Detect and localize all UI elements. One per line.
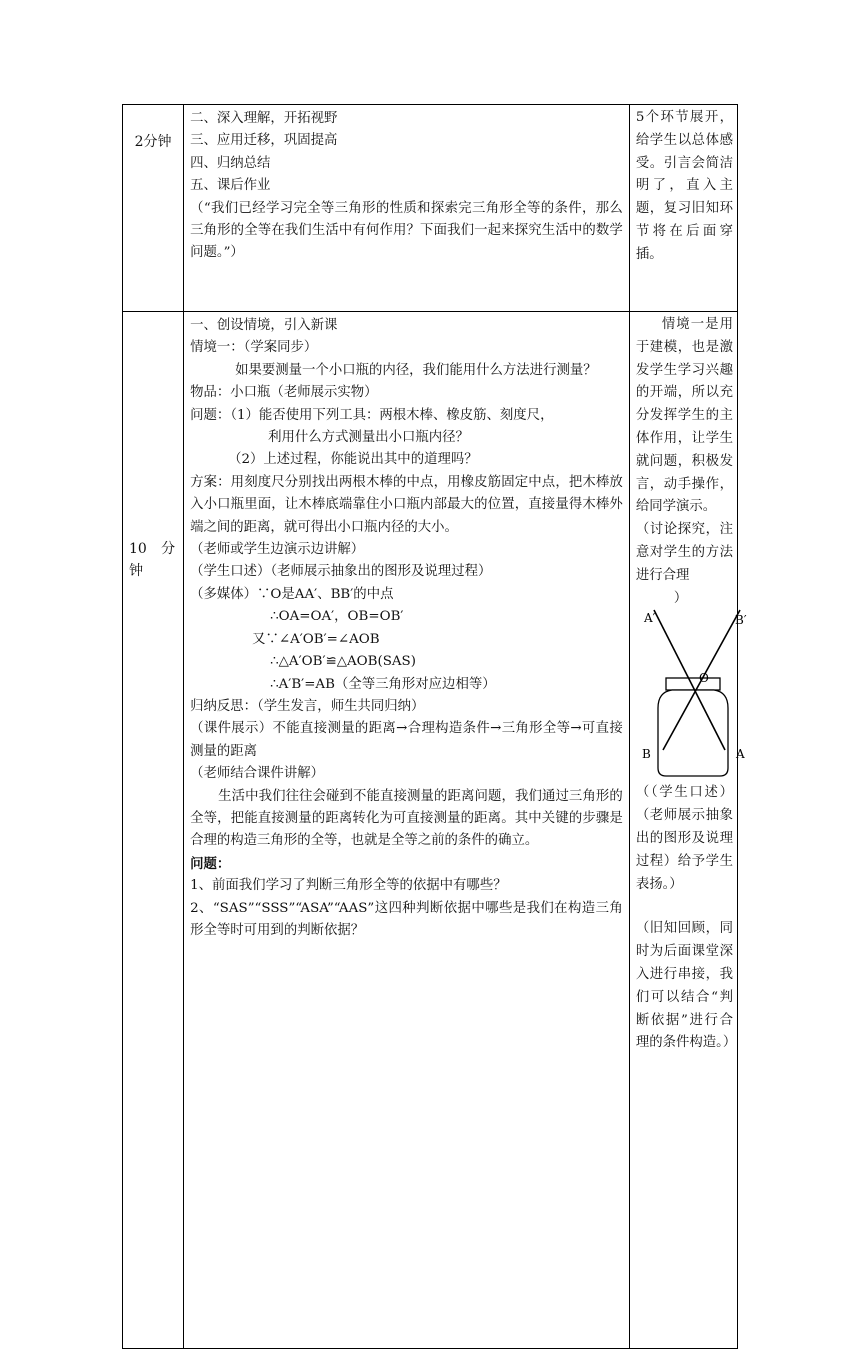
- design-note: 5个环节展开，给学生以总体感受。引言会简洁明了，直入主题，复习旧知环节将在后面穿插。: [635, 110, 733, 262]
- summary-text: 生活中我们往往会碰到不能直接测量的距离问题，我们通过三角形的全等，把能直接测量的距离转化为可直接测量的距离。其中关键的步骤是合理的构造三角形的全等，也就是全等之前的条件的确立。: [190, 788, 623, 849]
- design-note: （讨论探究，注意对学生的方法进行合理: [635, 522, 733, 583]
- question-item: 2、“SAS”“SSS”“ASA”“AAS”这四种判断依据中哪些是我们在构造三角形全等时可用到的判断依据？: [190, 900, 623, 938]
- intro-quote: （“我们已经学习完全等三角形的性质和探索完三角形全等的条件，那么三角形的全等在我们生活中有何作用？下面我们一起来探究生活中的数学问题。”）: [190, 200, 623, 261]
- design-note-end: ）: [673, 590, 688, 606]
- table-row: [123, 312, 738, 1349]
- label-a-prime: A′: [644, 611, 656, 625]
- design-note: （（学生口述）（老师展示抽象出的图形及说理过程）给予学生表扬。）: [635, 785, 733, 892]
- content-line: 三、应用迁移，巩固提高: [190, 133, 338, 149]
- proof-line: ∴OA=OA′，OB=OB′: [270, 609, 404, 625]
- explain-line: （老师结合课件讲解）: [190, 766, 324, 782]
- design-note: （旧知回顾，同时为后面课堂深入进行串接，我们可以结合“判断依据”进行合理的条件构造。）: [635, 921, 737, 1051]
- time-label-cont: 钟: [129, 563, 143, 579]
- content-line: 二、深入理解，开拓视野: [190, 111, 338, 126]
- section-title: 一、创设情境，引入新课: [190, 318, 338, 333]
- scene-title: 情境一：（学案同步）: [190, 340, 318, 356]
- question-item: 1、前面我们学习了判断三角形全等的依据中有哪些？: [190, 878, 507, 894]
- content-cell: [184, 312, 630, 1349]
- demo-note: （老师或学生边演示边讲解）: [190, 542, 365, 558]
- question-line: 问题：（1）能否使用下列工具：两根木棒、橡皮筋、刻度尺，: [190, 407, 554, 423]
- proof-line: （多媒体）∵O是AA′、BB′的中点: [190, 586, 394, 602]
- time-cell: [123, 312, 184, 1349]
- note-cell: [629, 312, 737, 1349]
- bottle-body: [658, 690, 728, 776]
- content-line: 五、课后作业: [190, 178, 271, 194]
- design-note: 情境一是用于建模，也是激发学生学习兴趣的开端，所以充分发挥学生的主体作用，让学生就问题，积极发言，动手操作，给同学演示。: [635, 317, 733, 515]
- proof-line: 又∵∠A′OB′=∠AOB: [252, 631, 380, 647]
- plan-text: 方案：用刻度尺分别找出两根木棒的中点，用橡皮筋固定中点，把木棒放入小口瓶里面，让木棒底端靠住小口瓶内部最大的位置，直接量得木棒外端之间的距离，就可得出小口瓶内径的大小。: [190, 474, 623, 535]
- question-intro: 如果要测量一个小口瓶的内径，我们能用什么方法进行测量？: [235, 362, 597, 378]
- questions-title: 问题：: [190, 855, 231, 872]
- label-b: B: [642, 747, 651, 761]
- time-cell: [123, 105, 184, 312]
- bottle-diagram: [636, 600, 754, 782]
- content-cell: [184, 105, 630, 312]
- label-b-prime: B′: [735, 613, 747, 627]
- question-line: （2）上述过程，你能说出其中的道理吗？: [228, 452, 478, 468]
- reflect-line: 归纳反思：（学生发言，师生共同归纳）: [190, 698, 425, 714]
- question-line: 利用什么方式测量出小口瓶内径？: [268, 430, 469, 446]
- item-line: 物品：小口瓶（老师展示实物）: [190, 385, 378, 401]
- proof-line: ∴A′B′=AB（全等三角形对应边相等）: [270, 676, 496, 692]
- proof-line: ∴△A′OB′≌△AOB(SAS): [270, 654, 416, 670]
- table-row: [123, 105, 738, 312]
- content-line: 四、归纳总结: [190, 155, 271, 171]
- time-label: 2分钟: [134, 134, 172, 150]
- label-a: A: [736, 747, 745, 761]
- oral-note: （学生口述）（老师展示抽象出的图形及说理过程）: [190, 564, 492, 580]
- label-o: O: [699, 671, 709, 685]
- time-label: 10 分: [129, 541, 176, 557]
- note-cell: [629, 105, 737, 312]
- courseware-line: （课件展示）不能直接测量的距离→合理构造条件→三角形全等→可直接测量的距离: [190, 721, 623, 759]
